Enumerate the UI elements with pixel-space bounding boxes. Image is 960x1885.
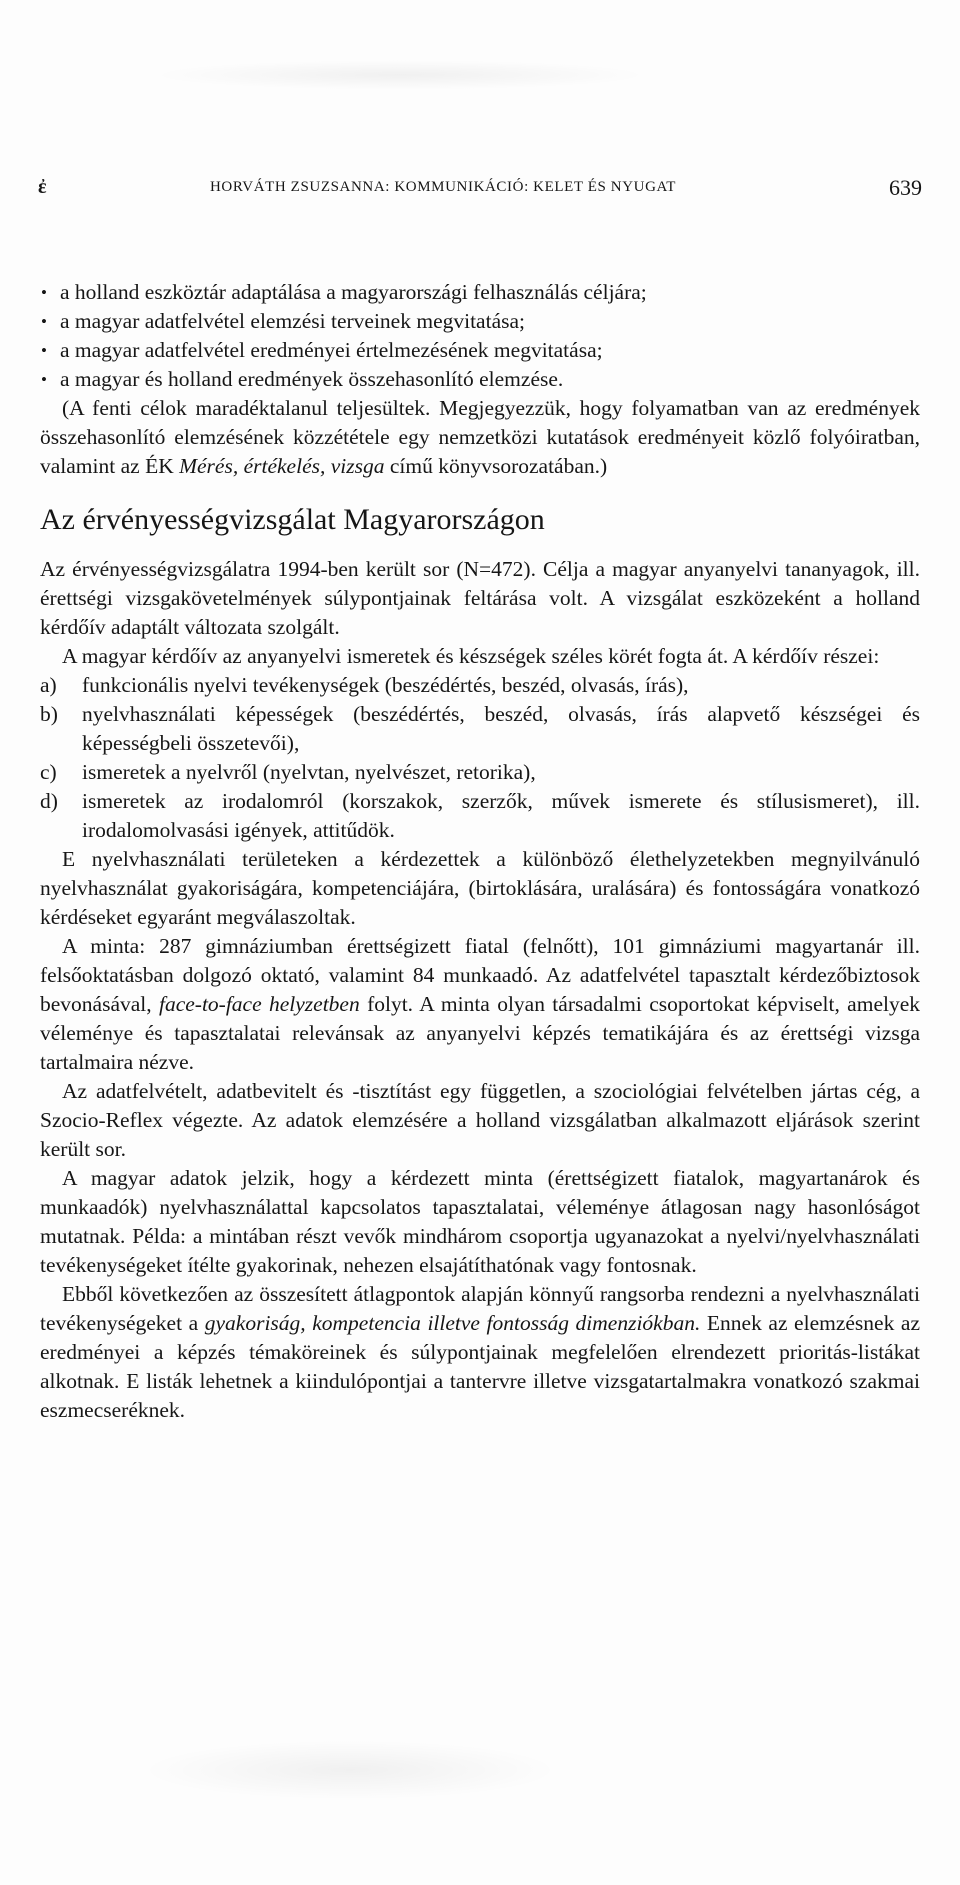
list-item [40,671,920,700]
list-item [40,787,920,845]
bullet-item [40,365,920,394]
page-body [40,278,920,1425]
series-title: Mérés, értékelés, vizsga [179,454,385,478]
paragraph: Az adatfelvételt, adatbevitelt és -tisztítást egy független, a szociológiai felvételben jártas cég, a Szocio-Reflex végezte. Az adatok elemzésére a holland vizsgálatban alkalmazott eljárások szerint került sor. [40,1079,920,1161]
bullet-item [40,307,920,336]
bullet-dot-icon: • [41,341,47,360]
list-marker: b) [40,702,58,726]
bullet-text: a holland eszköztár adaptálása a magyarországi felhasználás céljára; [60,280,647,304]
sample-paragraph: A minta: 287 gimnáziumban érettségizett fiatal (felnőtt), 101 gimnáziumi magyartanár ill. felsőoktatásban dolgozó oktató, valamint 84 munkaadó. Az adatfelvétel tapasztalt kérdezőbiztosok bevonásával, face-to-face helyzetben folyt. A minta olyan társadalmi csoportokat képviselt, amelyek véleménye és tapasztalatai relevánsak az anyanyelvi képzés tematikájára és az érettségi vizsga tartalmaira nézve. [40,934,921,1074]
list-item-text: ismeretek az irodalomról (korszakok, szerzők, művek ismerete és stílusismeret), ill. irodalomolvasási igények, attitűdök. [82,789,920,842]
bullet-dot-icon: • [41,370,47,389]
scan-smudge [140,1740,560,1800]
running-head [38,176,922,206]
running-head-title: HORVÁTH ZSUZSANNA: KOMMUNIKÁCIÓ: KELET ÉS NYUGAT [210,179,677,195]
list-item [40,700,920,758]
section-heading: Az érvényességvizsgálat Magyarországon [40,503,545,536]
italic-phrase: face-to-face helyzetben [158,992,360,1016]
questionnaire-parts-list [40,671,920,845]
italic-phrase: gyakoriság, kompetencia illetve fontosság dimenziókban. [204,1311,701,1335]
paragraph: A magyar adatok jelzik, hogy a kérdezett minta (érettségizett fiatalok, magyartanárok és munkaadók) nyelvhasználattal kapcsolatos tapasztalatai, véleménye átlagosan nagy hasonlóságot mutatnak. Példa: a mintában részt vevők mindhárom csoportja ugyanazokat a nyelvi/nyelvhasználati tevékenységeket ítélte gyakorinak, nehezen elsajátíthatónak vagy fontosnak. [40,1166,920,1277]
goals-bullet-list [40,278,920,394]
paragraph: Az érvényességvizsgálatra 1994-ben került sor (N=472). Célja a magyar anyanyelvi tananyagok, ill. érettségi vizsgakövetelmények súlypontjainak feltárása volt. A vizsgálat eszközeként a holland kérdőív adaptált változata szolgált. [40,557,920,639]
intro-paragraph: (A fenti célok maradéktalanul teljesültek. Megjegyezzük, hogy folyamatban van az eredmények összehasonlító elemzésének közzététele egy nemzetközi kutatások eredményeit közlő folyóiratban, valamint az ÉK Mérés, értékelés, vizsga című könyvsorozatában.) [40,396,920,478]
list-item-text: ismeretek a nyelvről (nyelvtan, nyelvészet, retorika), [82,760,536,784]
list-marker: d) [40,789,58,813]
page-number: 639 [889,175,922,200]
bullet-item [40,336,920,365]
paragraph: E nyelvhasználati területeken a kérdezettek a különböző élethelyzetekben megnyilvánuló nyelvhasználat gyakoriságára, kompetenciájára, (birtoklására, uralására) és fontosságára vonatkozó kérdéseket egyaránt megválaszoltak. [40,847,920,929]
ornament-icon: ἐ [38,176,47,198]
scan-smudge [150,60,650,90]
bullet-dot-icon: • [41,283,47,302]
paragraph: A magyar kérdőív az anyanyelvi ismeretek és készségek széles körét fogta át. A kérdőív részei: [62,644,880,668]
bullet-item [40,278,920,307]
list-item-text: funkcionális nyelvi tevékenységek (beszédértés, beszéd, olvasás, írás), [82,673,689,697]
bullet-dot-icon: • [41,312,47,331]
list-marker: c) [40,760,57,784]
conclusion-paragraph: Ebből következően az összesített átlagpontok alapján könnyű rangsorba rendezni a nyelvhasználati tevékenységeket a gyakoriság, kompetencia illetve fontosság dimenziókban. Ennek az elemzésnek az eredményei a képzés témaköreinek és súlypontjainak megfelelően elrendezett prioritás-listákat alkotnak. E listák lehetnek a kiindulópontjai a tantervre illetve vizsgatartalmakra vonatkozó szakmai eszmecseréknek. [40,1282,920,1422]
list-marker: a) [40,673,57,697]
bullet-text: a magyar adatfelvétel elemzési terveinek megvitatása; [60,309,526,333]
list-item [40,758,920,787]
list-item-text: nyelvhasználati képességek (beszédértés, beszéd, olvasás, írás alapvető készségei és képességbeli összetevői), [82,702,920,755]
bullet-text: a magyar adatfelvétel eredményei értelmezésének megvitatása; [60,338,603,362]
bullet-text: a magyar és holland eredmények összehasonlító elemzése. [60,367,564,391]
